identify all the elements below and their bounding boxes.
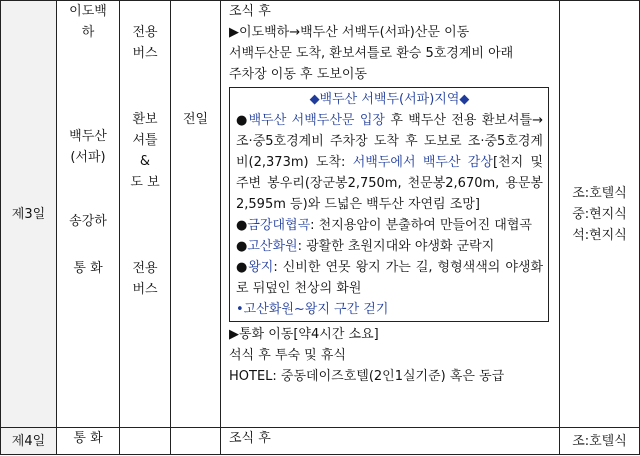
text: 후 백두산 전용 환보셔틀→조·중5호경계비 주차장 도착 후 도보로 조·중5호경계비(2,373m) 도착:	[236, 113, 543, 170]
transport-walk: 도 보	[130, 175, 160, 190]
transport-bus-2: 버스	[132, 46, 158, 61]
blue-text: 왕지	[248, 260, 274, 275]
text: : 광활한 초원지대와 야생화 군락지	[297, 239, 495, 254]
meal-lunch: 중:현지식	[572, 206, 627, 222]
place-songgangha: 송강하	[69, 214, 107, 229]
place-tonghwa: 통 화	[73, 261, 103, 276]
day4-schedule: 조식 후	[221, 428, 560, 455]
box-paragraph-canyon	[236, 215, 543, 236]
day3-time-cell	[171, 1, 221, 428]
text: [천지 및 주변 봉우리(장군봉2,750m, 천문봉2,670m, 용문봉2,595m 등)와 드넓은 백두산 자연림 조망]	[236, 155, 543, 212]
box-paragraph-gate	[236, 110, 543, 215]
blue-text: 서백두에서 백두산 감상	[352, 155, 493, 170]
transport-shuttle-1: 환보	[132, 112, 158, 127]
schedule-dinner: 석식 후 투숙 및 휴식	[229, 348, 346, 363]
day4-place: 통 화	[57, 428, 120, 455]
day4-meal: 조:호텔식	[560, 428, 640, 455]
day3-meals-cell	[560, 1, 640, 428]
time-allday: 전일	[182, 112, 209, 127]
text: : 천지용암이 분출하여 만들어진 대협곡	[310, 218, 532, 233]
box-walk-note: •고산화원~왕지 구간 걷기	[236, 302, 389, 317]
schedule-hotel: HOTEL: 중동데이즈호텔(2인1실기준) 혹은 동급	[229, 369, 505, 384]
day3-transport-cell	[120, 1, 171, 428]
blue-text: 금강대협곡	[247, 218, 311, 233]
place-idobaekha-1: 이도백	[69, 4, 107, 19]
box-paragraph-garden	[236, 236, 543, 257]
transport-and: &	[139, 154, 151, 169]
bullet: ●	[236, 218, 248, 233]
transport-bus-4: 버스	[132, 282, 158, 297]
day4-time	[171, 428, 221, 455]
day3-row	[1, 1, 640, 428]
box-title: ◆백두산 서백두(서파)지역◆	[309, 92, 470, 107]
bullet: ●	[236, 260, 249, 275]
bullet: ●	[236, 239, 248, 254]
place-baekdusan: 백두산	[69, 129, 107, 144]
bullet: ●	[236, 113, 249, 128]
meal-breakfast: 조:호텔식	[572, 185, 627, 201]
box-paragraph-wangji	[236, 257, 543, 299]
blue-text: 백두산 서백두산문 입장	[248, 113, 385, 128]
place-idobaekha-2: 하	[81, 25, 95, 40]
transport-bus-3: 전용	[132, 261, 158, 276]
blue-text: 고산화원	[247, 239, 298, 254]
schedule-breakfast: 조식 후	[229, 4, 271, 19]
schedule-arrive: 서백두산문 도착, 환보셔틀로 환승 5호경계비 아래	[229, 46, 514, 61]
day4-label: 제4일	[1, 428, 57, 455]
place-seopa: (서파)	[70, 150, 106, 165]
transport-bus-1: 전용	[132, 25, 158, 40]
day3-schedule-cell	[221, 1, 560, 428]
day4-transport	[120, 428, 171, 455]
text: : 신비한 연못 왕지 가는 길, 형형색색의 야생화로 뒤덮인 천상의 화원	[236, 260, 544, 296]
day3-label: 제3일	[1, 1, 57, 428]
schedule-move-1: ▶이도백하→백두산 서백두(서파)산문 이동	[229, 25, 470, 40]
meal-dinner: 석:현지식	[572, 227, 627, 243]
schedule-move-tonghwa: ▶통화 이동[약4시간 소요]	[229, 327, 379, 342]
day4-row	[1, 428, 640, 455]
schedule-move-2: 주차장 이동 후 도보이동	[229, 67, 367, 82]
day3-places-cell	[57, 1, 120, 428]
transport-shuttle-2: 셔틀	[132, 133, 158, 148]
baekdu-highlight-box	[229, 87, 549, 322]
